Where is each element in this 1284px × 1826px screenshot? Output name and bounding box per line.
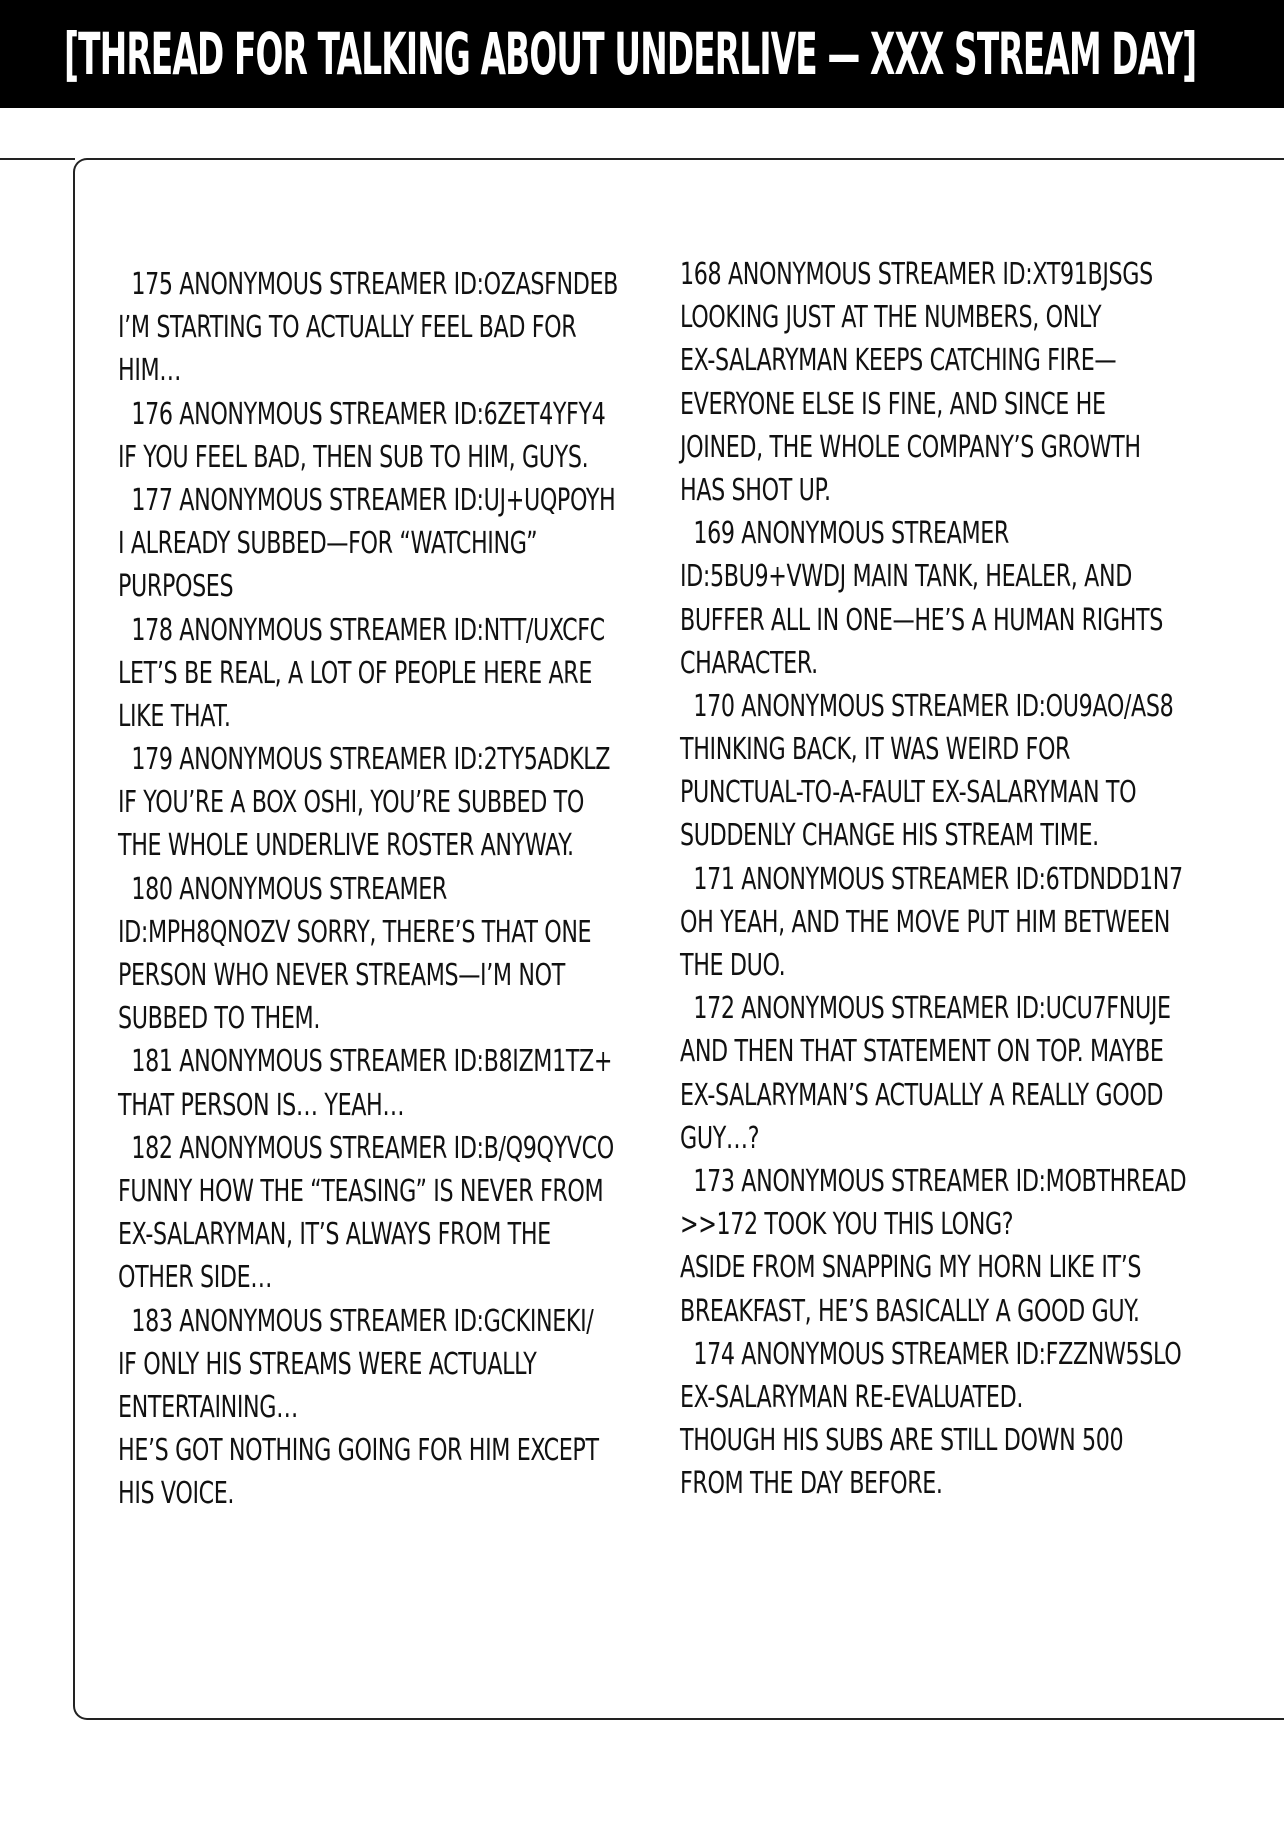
post-header: 181 ANONYMOUS STREAMER ID:B8IZM1TZ+ — [131, 1044, 613, 1080]
post-text-line: BUFFER ALL IN ONE—HE’S A HUMAN RIGHTS — [680, 602, 1163, 638]
post-header: 169 ANONYMOUS STREAMER — [693, 516, 1009, 552]
post-header: 183 ANONYMOUS STREAMER ID:GCKINEKI/ — [131, 1303, 594, 1339]
post-text-line: SUDDENLY CHANGE HIS STREAM TIME. — [680, 818, 1099, 854]
thread-post — [680, 253, 1220, 512]
post-header: 180 ANONYMOUS STREAMER — [131, 871, 447, 907]
post-text-line: AND THEN THAT STATEMENT ON TOP. MAYBE — [680, 1034, 1164, 1070]
thread-post — [118, 1040, 658, 1126]
post-text-line: HIM… — [118, 353, 182, 389]
post-header: 173 ANONYMOUS STREAMER ID:MOBTHREAD — [693, 1163, 1187, 1199]
post-header: 177 ANONYMOUS STREAMER ID:UJ+UQPOYH — [131, 482, 616, 518]
thread-post — [680, 858, 1220, 988]
post-text-line: THOUGH HIS SUBS ARE STILL DOWN 500 — [680, 1423, 1124, 1459]
post-text-line: CHARACTER. — [680, 645, 818, 681]
thread-post — [118, 738, 658, 868]
thread-title: [THREAD FOR TALKING ABOUT UNDERLIVE — XXX STREAM DAY] — [64, 21, 1197, 89]
right-column — [680, 253, 1220, 1505]
post-text-line: I’M STARTING TO ACTUALLY FEEL BAD FOR — [118, 310, 577, 346]
post-header: 174 ANONYMOUS STREAMER ID:FZZNW5SLO — [693, 1336, 1182, 1372]
post-text-line: THE DUO. — [680, 948, 786, 983]
thread-post — [680, 1160, 1220, 1333]
post-text-line: ASIDE FROM SNAPPING MY HORN LIKE IT’S — [680, 1250, 1142, 1286]
post-header: 182 ANONYMOUS STREAMER ID:B/Q9QYVCO — [131, 1130, 614, 1166]
post-text-line: LOOKING JUST AT THE NUMBERS, ONLY — [680, 300, 1102, 336]
post-text-line: EX-SALARYMAN, IT’S ALWAYS FROM THE — [118, 1217, 551, 1253]
post-text-line: FROM THE DAY BEFORE. — [680, 1466, 943, 1502]
thread-post — [680, 987, 1220, 1160]
post-header: 170 ANONYMOUS STREAMER ID:OU9AO/AS8 — [693, 688, 1174, 724]
thread-post — [118, 479, 658, 609]
post-text-line: EX-SALARYMAN KEEPS CATCHING FIRE— — [680, 343, 1117, 379]
post-text-line: FUNNY HOW THE “TEASING” IS NEVER FROM — [118, 1173, 604, 1209]
thread-post — [118, 393, 658, 479]
post-header: 168 ANONYMOUS STREAMER ID:XT91BJSGS — [680, 257, 1153, 292]
post-text-line: I ALREADY SUBBED—FOR “WATCHING” — [118, 526, 538, 562]
post-text-line: HE’S GOT NOTHING GOING FOR HIM EXCEPT — [118, 1433, 599, 1469]
post-text-line: >>172 TOOK YOU THIS LONG? — [680, 1207, 1014, 1243]
post-text-line: EX-SALARYMAN’S ACTUALLY A REALLY GOOD — [680, 1077, 1164, 1113]
post-text-line: PERSON WHO NEVER STREAMS—I’M NOT — [118, 958, 565, 993]
post-header: 176 ANONYMOUS STREAMER ID:6ZET4YFY4 — [131, 396, 606, 432]
left-column — [118, 263, 658, 1515]
header-bar — [0, 0, 1284, 108]
post-text-line: ID:MPH8QNOZV SORRY, THERE’S THAT ONE — [118, 914, 592, 950]
post-text-line: IF ONLY HIS STREAMS WERE ACTUALLY — [118, 1346, 537, 1382]
post-text-line: LET’S BE REAL, A LOT OF PEOPLE HERE ARE — [118, 655, 592, 691]
post-text-line: THAT PERSON IS… YEAH… — [118, 1087, 405, 1123]
post-header: 172 ANONYMOUS STREAMER ID:UCU7FNUJE — [693, 991, 1171, 1027]
post-text-line: THE WHOLE UNDERLIVE ROSTER ANYWAY. — [118, 828, 574, 864]
frame-top-line — [0, 158, 75, 160]
post-text-line: GUY…? — [680, 1120, 760, 1156]
thread-post — [680, 1333, 1220, 1506]
post-header: 179 ANONYMOUS STREAMER ID:2TY5ADKLZ — [131, 742, 611, 778]
post-text-line: OH YEAH, AND THE MOVE PUT HIM BETWEEN — [680, 904, 1171, 940]
post-header: 178 ANONYMOUS STREAMER ID:NTT/UXCFC — [131, 612, 605, 648]
thread-post — [118, 609, 658, 739]
post-text-line: SUBBED TO THEM. — [118, 1001, 321, 1037]
post-text-line: EX-SALARYMAN RE-EVALUATED. — [680, 1379, 1024, 1415]
thread-post — [680, 512, 1220, 685]
post-header: 175 ANONYMOUS STREAMER ID:OZASFNDEB — [131, 267, 619, 302]
thread-post — [118, 1300, 658, 1516]
post-text-line: HIS VOICE. — [118, 1476, 235, 1512]
post-header: 171 ANONYMOUS STREAMER ID:6TDNDD1N7 — [693, 861, 1183, 897]
post-text-line: IF YOU’RE A BOX OSHI, YOU’RE SUBBED TO — [118, 785, 584, 821]
post-text-line: PURPOSES — [118, 569, 234, 605]
post-text-line: ENTERTAINING… — [118, 1389, 298, 1425]
thread-post — [680, 685, 1220, 858]
post-text-line: ID:5BU9+VWDJ MAIN TANK, HEALER, AND — [680, 559, 1132, 595]
post-text-line: IF YOU FEEL BAD, THEN SUB TO HIM, GUYS. — [118, 439, 589, 475]
post-text-line: EVERYONE ELSE IS FINE, AND SINCE HE — [680, 386, 1106, 422]
post-text-line: LIKE THAT. — [118, 698, 231, 734]
thread-post — [118, 263, 658, 393]
post-text-line: PUNCTUAL-TO-A-FAULT EX-SALARYMAN TO — [680, 775, 1137, 811]
post-text-line: BREAKFAST, HE’S BASICALLY A GOOD GUY. — [680, 1293, 1140, 1329]
thread-post — [118, 868, 658, 1041]
post-text-line: HAS SHOT UP. — [680, 472, 831, 508]
thread-post — [118, 1127, 658, 1300]
post-text-line: THINKING BACK, IT WAS WEIRD FOR — [680, 732, 1071, 768]
post-text-line: OTHER SIDE… — [118, 1260, 273, 1296]
post-text-line: JOINED, THE WHOLE COMPANY’S GROWTH — [680, 429, 1141, 465]
